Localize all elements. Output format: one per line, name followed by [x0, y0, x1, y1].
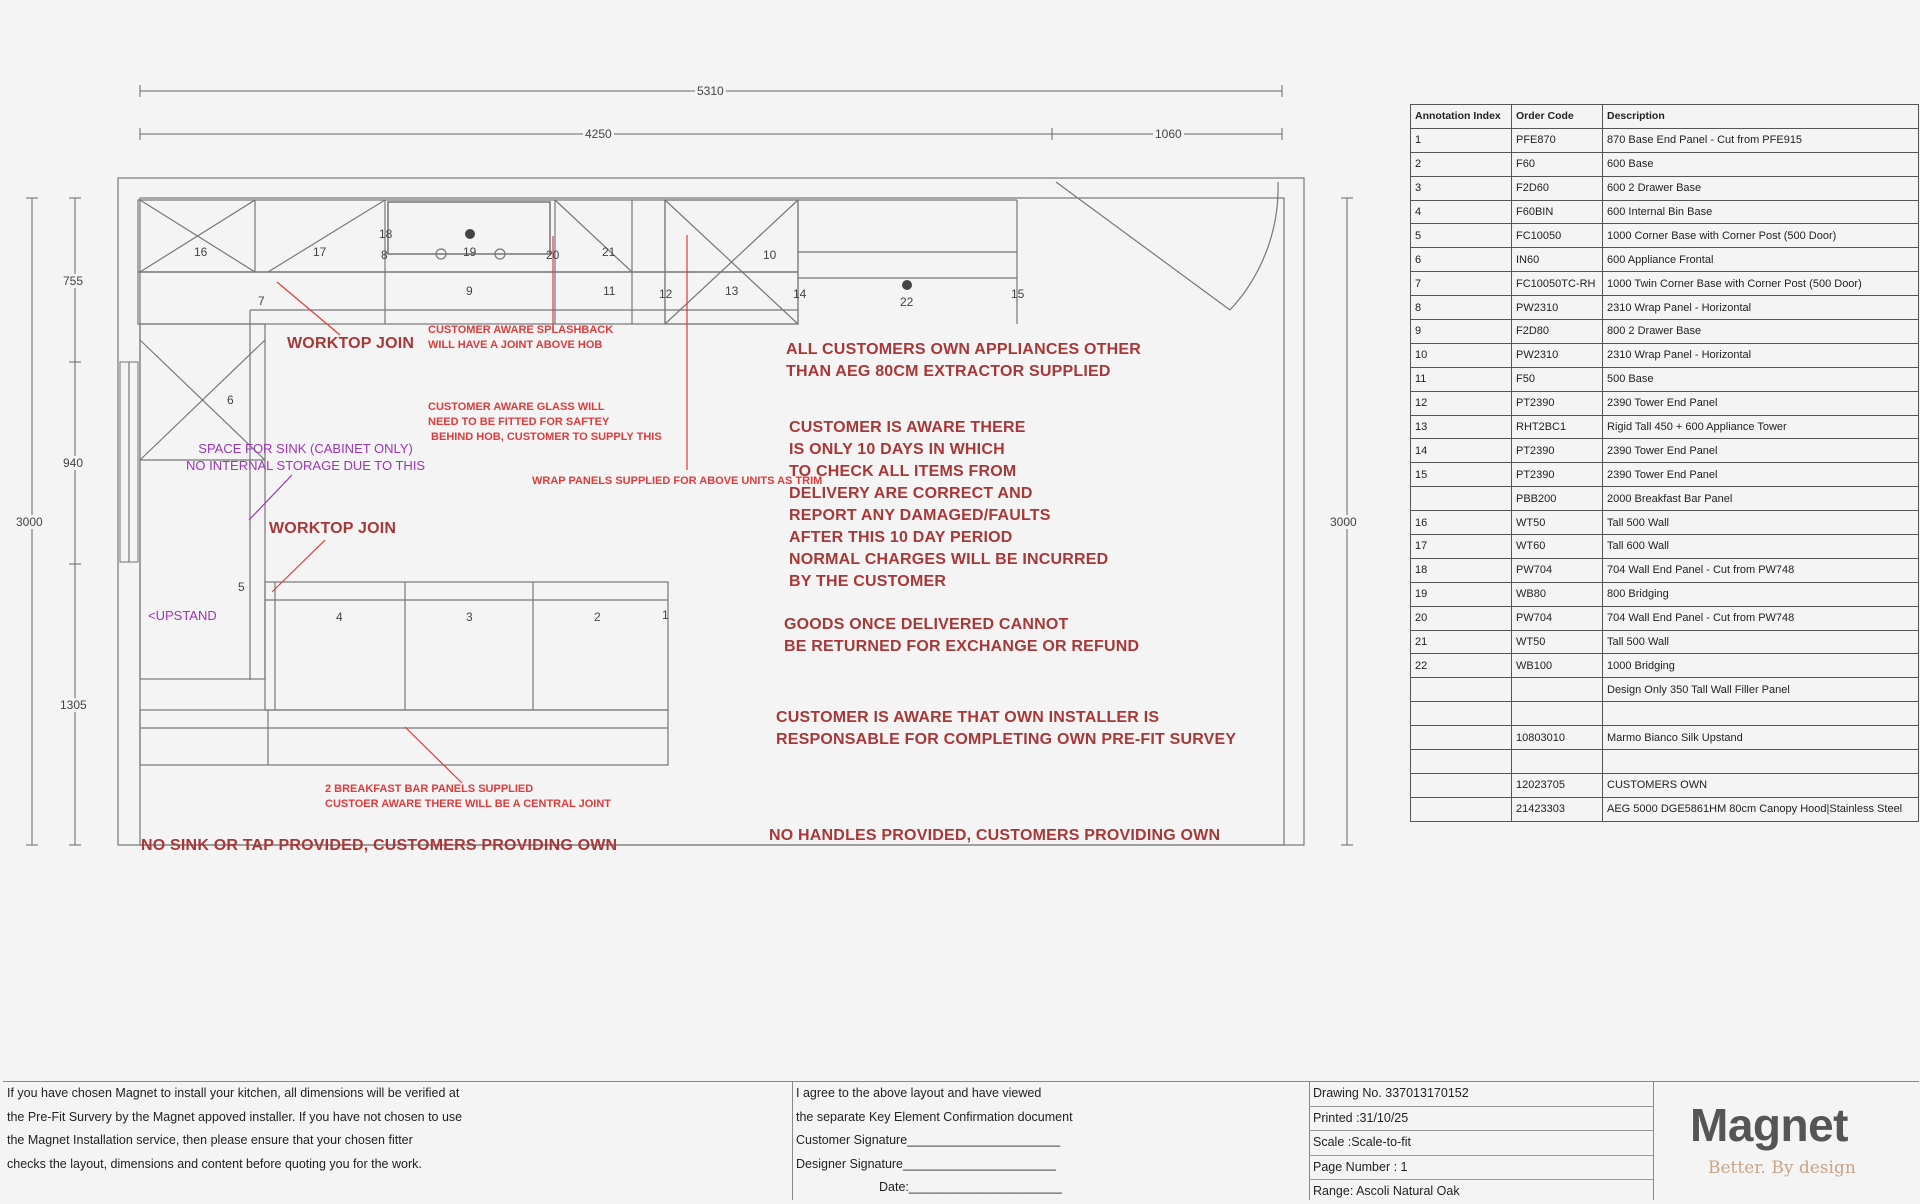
drawing-number: Drawing No. 337013170152: [1309, 1082, 1653, 1107]
table-row: [1411, 654, 1919, 678]
table-row: [1411, 773, 1919, 797]
unit-number: 17: [313, 245, 327, 259]
order-code-cell: PT2390: [1512, 391, 1603, 415]
index-cell: 5: [1411, 224, 1512, 248]
components-table: [1410, 104, 1919, 822]
worktop-join-arrow: [272, 540, 325, 592]
table-row: [1411, 176, 1919, 200]
order-code-cell: F2D60: [1512, 176, 1603, 200]
table-row: [1411, 128, 1919, 152]
worktop-join-note: WORKTOP JOIN: [287, 335, 415, 352]
order-code-cell: 12023705: [1512, 773, 1603, 797]
signature-block: [792, 1082, 1310, 1200]
index-cell: [1411, 726, 1512, 750]
order-code-cell: PW2310: [1512, 296, 1603, 320]
index-cell: 19: [1411, 582, 1512, 606]
description-cell: 500 Base: [1603, 367, 1919, 391]
order-code-cell: FC10050TC-RH: [1512, 272, 1603, 296]
order-code-cell: RHT2BC1: [1512, 415, 1603, 439]
order-code-cell: PW2310: [1512, 343, 1603, 367]
table-row: [1411, 702, 1919, 726]
index-cell: 21: [1411, 630, 1512, 654]
description-cell: 704 Wall End Panel - Cut from PW748: [1603, 606, 1919, 630]
description-cell: Rigid Tall 450 + 600 Appliance Tower: [1603, 415, 1919, 439]
order-code-cell: PBB200: [1512, 487, 1603, 511]
worktop-join-note: WORKTOP JOIN: [269, 520, 397, 537]
dim-overall-width: 5310: [697, 84, 724, 98]
column-header: Order Code: [1512, 105, 1603, 129]
table-row: [1411, 630, 1919, 654]
installation-notice: [3, 1082, 793, 1200]
order-code-cell: [1512, 678, 1603, 702]
brand-tagline: Better. By design: [1708, 1158, 1856, 1178]
description-cell: [1603, 702, 1919, 726]
table-row: [1411, 367, 1919, 391]
description-cell: 600 Appliance Frontal: [1603, 248, 1919, 272]
breakfast-bar: [140, 710, 668, 765]
unit-number: 11: [603, 284, 616, 298]
index-cell: 8: [1411, 296, 1512, 320]
table-row: [1411, 439, 1919, 463]
agreement-line: I agree to the above layout and have viewed: [796, 1086, 1042, 1100]
printed-date: Printed :31/10/25: [1309, 1107, 1653, 1132]
table-row: [1411, 678, 1919, 702]
index-cell: 1: [1411, 128, 1512, 152]
description-cell: [1603, 750, 1919, 774]
table-row: [1411, 343, 1919, 367]
unit-number: 19: [463, 245, 477, 259]
table-row: [1411, 582, 1919, 606]
designer-signature-field[interactable]: Designer Signature______________________: [796, 1156, 1056, 1171]
order-code-cell: F60BIN: [1512, 200, 1603, 224]
unit-number: 18: [379, 227, 393, 241]
index-cell: 11: [1411, 367, 1512, 391]
unit-number: 7: [258, 294, 265, 308]
sink-arrow: [249, 475, 292, 520]
description-cell: 2390 Tower End Panel: [1603, 391, 1919, 415]
description-cell: 1000 Twin Corner Base with Corner Post (500 Door): [1603, 272, 1919, 296]
order-code-cell: WT50: [1512, 511, 1603, 535]
description-cell: Tall 500 Wall: [1603, 630, 1919, 654]
magnet-logo: Magnet: [1690, 1099, 1848, 1151]
column-header: Description: [1603, 105, 1919, 129]
table-row: [1411, 487, 1919, 511]
index-cell: 14: [1411, 439, 1512, 463]
index-cell: [1411, 773, 1512, 797]
index-cell: [1411, 487, 1512, 511]
unit-number: 15: [1011, 287, 1025, 301]
appliances-note: ALL CUSTOMERS OWN APPLIANCES OTHER THAN AEG 80CM EXTRACTOR SUPPLIED: [786, 341, 1141, 380]
glass-note: CUSTOMER AWARE GLASS WILL NEED TO BE FITTED FOR SAFTEY BEHIND HOB, CUSTOMER TO SUPPLY THIS: [428, 401, 662, 443]
dim-left-run: 4250: [585, 127, 612, 141]
drawing-info: [1309, 1082, 1654, 1200]
unit-number: 6: [227, 393, 234, 407]
order-code-cell: PT2390: [1512, 439, 1603, 463]
no-returns-note: GOODS ONCE DELIVERED CANNOT BE RETURNED FOR EXCHANGE OR REFUND: [784, 616, 1140, 655]
order-code-cell: 21423303: [1512, 797, 1603, 821]
unit-number: 3: [466, 610, 473, 624]
scale: Scale :Scale-to-fit: [1309, 1131, 1653, 1156]
index-cell: 16: [1411, 511, 1512, 535]
order-code-cell: WT50: [1512, 630, 1603, 654]
wrap-panels-note: WRAP PANELS SUPPLIED FOR ABOVE UNITS AS TRIM: [532, 475, 823, 487]
description-cell: Tall 500 Wall: [1603, 511, 1919, 535]
unit-number: 16: [194, 245, 208, 259]
description-cell: 800 Bridging: [1603, 582, 1919, 606]
agreement-line: the separate Key Element Confirmation document: [796, 1109, 1073, 1124]
index-cell: 10: [1411, 343, 1512, 367]
unit-number: 20: [546, 248, 560, 262]
order-code-cell: WB100: [1512, 654, 1603, 678]
description-cell: 1000 Corner Base with Corner Post (500 Door): [1603, 224, 1919, 248]
description-cell: 704 Wall End Panel - Cut from PW748: [1603, 558, 1919, 582]
description-cell: 800 2 Drawer Base: [1603, 320, 1919, 344]
notice-line: checks the layout, dimensions and content before quoting you for the work.: [7, 1156, 422, 1171]
index-cell: 2: [1411, 152, 1512, 176]
dim-right-run: 1060: [1155, 127, 1182, 141]
description-cell: 2310 Wrap Panel - Horizontal: [1603, 343, 1919, 367]
description-cell: 2000 Breakfast Bar Panel: [1603, 487, 1919, 511]
index-cell: 15: [1411, 463, 1512, 487]
order-code-cell: PT2390: [1512, 463, 1603, 487]
breakfast-bar-note: 2 BREAKFAST BAR PANELS SUPPLIED CUSTOER AWARE THERE WILL BE A CENTRAL JOINT: [325, 783, 612, 810]
dim-seg-bottom: 1305: [60, 698, 87, 712]
description-cell: Marmo Bianco Silk Upstand: [1603, 726, 1919, 750]
index-cell: [1411, 702, 1512, 726]
index-cell: 17: [1411, 535, 1512, 559]
table-row: [1411, 296, 1919, 320]
title-block: [3, 1081, 1919, 1200]
description-cell: 600 Internal Bin Base: [1603, 200, 1919, 224]
description-cell: 2310 Wrap Panel - Horizontal: [1603, 296, 1919, 320]
order-code-cell: F2D80: [1512, 320, 1603, 344]
table-row: [1411, 558, 1919, 582]
page-number: Page Number : 1: [1309, 1156, 1653, 1181]
order-code-cell: F50: [1512, 367, 1603, 391]
top-base-run: [138, 272, 798, 324]
splashback-note: CUSTOMER AWARE SPLASHBACK WILL HAVE A JOINT ABOVE HOB: [428, 324, 614, 351]
left-base-run: [140, 324, 265, 679]
table-row: [1411, 272, 1919, 296]
unit-number: 10: [763, 248, 777, 262]
unit-number: 5: [238, 580, 245, 594]
order-code-cell: WB80: [1512, 582, 1603, 606]
notice-line: If you have chosen Magnet to install your kitchen, all dimensions will be verified at: [7, 1086, 460, 1100]
index-cell: 22: [1411, 654, 1512, 678]
dim-height-right: 3000: [1330, 515, 1357, 529]
unit-number: 22: [900, 295, 914, 309]
table-row: [1411, 200, 1919, 224]
worktop-join-arrow: [277, 282, 340, 335]
date-field[interactable]: Date:______________________: [879, 1180, 1062, 1194]
index-cell: 13: [1411, 415, 1512, 439]
index-cell: 3: [1411, 176, 1512, 200]
index-cell: [1411, 797, 1512, 821]
index-cell: 20: [1411, 606, 1512, 630]
description-cell: 600 2 Drawer Base: [1603, 176, 1919, 200]
table-row: [1411, 248, 1919, 272]
description-cell: AEG 5000 DGE5861HM 80cm Canopy Hood|Stainless Steel: [1603, 797, 1919, 821]
notice-line: the Pre-Fit Survery by the Magnet appoved installer. If you have not chosen to use: [7, 1109, 463, 1124]
customer-signature-field[interactable]: Customer Signature______________________: [796, 1133, 1061, 1147]
unit-number: 1: [662, 608, 669, 622]
unit-number: 21: [602, 245, 616, 259]
upstand-note: <UPSTAND: [148, 608, 217, 623]
order-code-cell: PW704: [1512, 606, 1603, 630]
index-cell: 4: [1411, 200, 1512, 224]
table-row: [1411, 415, 1919, 439]
table-row: [1411, 797, 1919, 821]
order-code-cell: PW704: [1512, 558, 1603, 582]
table-row: [1411, 606, 1919, 630]
breakfast-arrow: [405, 727, 462, 783]
table-row: [1411, 224, 1919, 248]
order-code-cell: WT60: [1512, 535, 1603, 559]
unit-number: 14: [793, 287, 807, 301]
dim-seg-mid: 940: [63, 456, 84, 470]
column-header: Annotation Index: [1411, 105, 1512, 129]
dim-seg-top: 755: [63, 274, 84, 288]
no-handles-note: NO HANDLES PROVIDED, CUSTOMERS PROVIDING OWN: [769, 827, 1221, 844]
notice-line: the Magnet Installation service, then please ensure that your chosen fitter: [7, 1133, 413, 1147]
table-header-row: [1411, 105, 1919, 129]
index-cell: 18: [1411, 558, 1512, 582]
description-cell: Design Only 350 Tall Wall Filler Panel: [1603, 678, 1919, 702]
table-row: [1411, 391, 1919, 415]
table-row: [1411, 750, 1919, 774]
order-code-cell: 10803010: [1512, 726, 1603, 750]
description-cell: 600 Base: [1603, 152, 1919, 176]
description-cell: CUSTOMERS OWN: [1603, 773, 1919, 797]
index-cell: 7: [1411, 272, 1512, 296]
peninsula-base-run: [265, 582, 668, 710]
index-cell: 12: [1411, 391, 1512, 415]
order-code-cell: FC10050: [1512, 224, 1603, 248]
sink-space-note: SPACE FOR SINK (CABINET ONLY) NO INTERNAL STORAGE DUE TO THIS: [186, 441, 426, 473]
description-cell: Tall 600 Wall: [1603, 535, 1919, 559]
order-code-cell: [1512, 750, 1603, 774]
index-cell: [1411, 678, 1512, 702]
dim-height-left: 3000: [16, 515, 43, 529]
table-row: [1411, 320, 1919, 344]
table-row: [1411, 152, 1919, 176]
table-row: [1411, 511, 1919, 535]
index-cell: 6: [1411, 248, 1512, 272]
description-cell: 870 Base End Panel - Cut from PFE915: [1603, 128, 1919, 152]
description-cell: 2390 Tower End Panel: [1603, 463, 1919, 487]
description-cell: 1000 Bridging: [1603, 654, 1919, 678]
order-code-cell: [1512, 702, 1603, 726]
table-row: [1411, 463, 1919, 487]
unit-number: 13: [725, 284, 739, 298]
table-row: [1411, 726, 1919, 750]
installer-note: CUSTOMER IS AWARE THAT OWN INSTALLER IS RESPONSABLE FOR COMPLETING OWN PRE-FIT SURVEY: [776, 709, 1237, 748]
index-cell: [1411, 750, 1512, 774]
ten-day-note: CUSTOMER IS AWARE THERE IS ONLY 10 DAYS IN WHICH TO CHECK ALL ITEMS FROM DELIVERY ARE CORRECT AND REPORT ANY DAMAGED/FAULTS AFTER THIS 10 DAY PERIOD NORMAL CHARGES WILL BE INCURRED BY THE CUSTOMER: [789, 419, 1109, 590]
unit-number: 12: [659, 287, 673, 301]
unit-number: 2: [594, 610, 601, 624]
table-row: [1411, 535, 1919, 559]
range: Range: Ascoli Natural Oak: [1313, 1184, 1460, 1198]
unit-number: 4: [336, 610, 343, 624]
order-code-cell: IN60: [1512, 248, 1603, 272]
unit-number: 9: [466, 284, 473, 298]
description-cell: 2390 Tower End Panel: [1603, 439, 1919, 463]
no-sink-note: NO SINK OR TAP PROVIDED, CUSTOMERS PROVIDING OWN: [141, 837, 618, 854]
index-cell: 9: [1411, 320, 1512, 344]
order-code-cell: PFE870: [1512, 128, 1603, 152]
unit-number: 8: [381, 248, 388, 262]
order-code-cell: F60: [1512, 152, 1603, 176]
